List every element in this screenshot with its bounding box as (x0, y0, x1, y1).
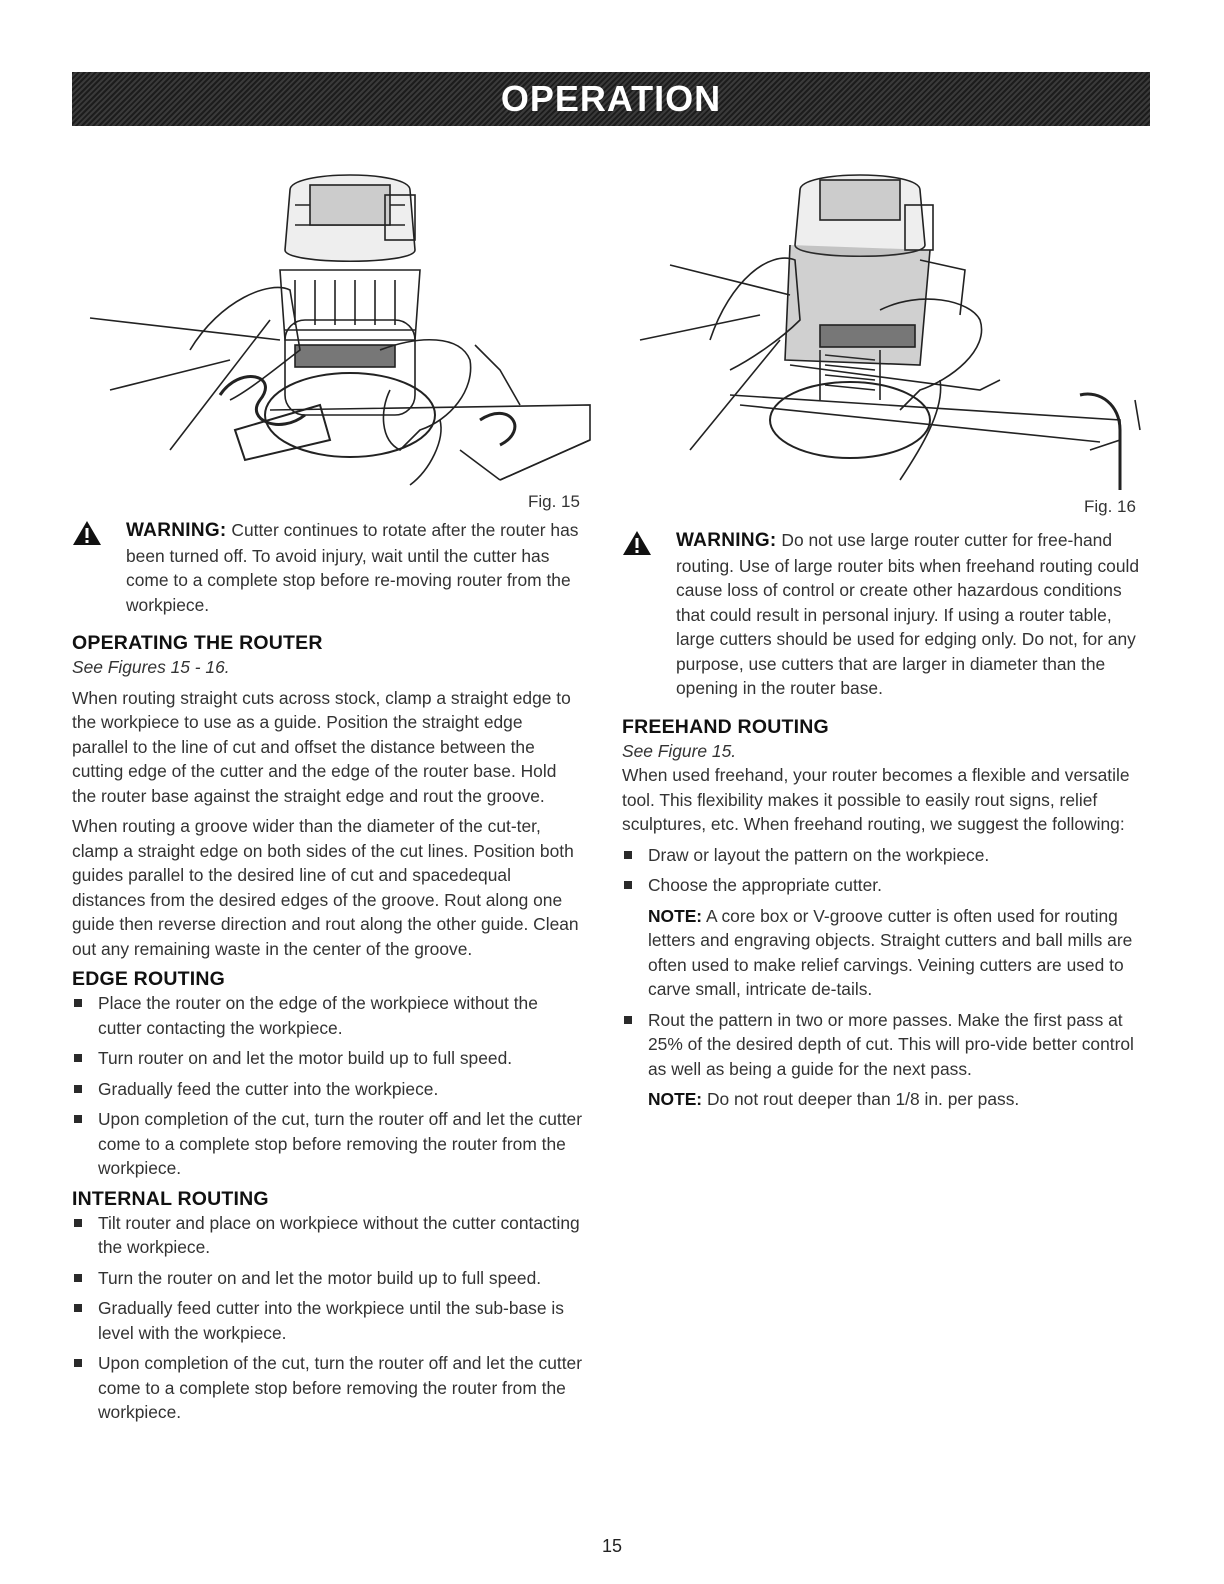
bullet-icon (624, 1016, 632, 1024)
see-figure-reference: See Figure 15. (622, 740, 737, 761)
list-item: Turn router on and let the motor build up to full speed. (72, 1046, 582, 1071)
freehand-routing-list-continued (622, 1008, 1142, 1082)
warning-triangle-icon (72, 520, 102, 546)
bullet-icon (74, 1115, 82, 1123)
list-item: Gradually feed the cutter into the workpiece. (72, 1077, 582, 1102)
page-number: 15 (601, 1536, 623, 1556)
internal-routing-list (72, 1211, 582, 1425)
list-item: Rout the pattern in two or more passes. Make the first pass at 25% of the desired depth of cut. This will pro-vide better control as well as being a guide for the next pass. (622, 1008, 1142, 1082)
paragraph: When routing a groove wider than the diameter of the cut-ter, clamp a straight edge on both sides of the cut lines. Position both guides parallel to the desired line of cut and spacedequal distances from the desired edges of the groove. Rout along one guide then reverse direction and rout along the other guide. Clean out any remaining waste in the center of the groove. (72, 816, 579, 959)
warning-label: WARNING: (126, 520, 227, 541)
see-figures-reference: See Figures 15 - 16. (72, 657, 230, 677)
freehand-routing-list (622, 843, 1142, 898)
bullet-icon (74, 1219, 82, 1227)
heading-internal-routing: INTERNAL ROUTING (72, 1187, 269, 1210)
bullet-icon (74, 1359, 82, 1367)
bullet-icon (624, 851, 632, 859)
list-item: Gradually feed cutter into the workpiece until the sub-base is level with the workpiece. (72, 1296, 582, 1345)
note-cutter-types (622, 904, 1142, 1002)
figure-15-illustration (80, 150, 600, 490)
note-label: NOTE: (648, 1089, 703, 1109)
warning-large-cutters (622, 528, 1142, 701)
warning-triangle-icon (622, 530, 652, 556)
bullet-icon (74, 999, 82, 1007)
note-text: Do not rout deeper than 1/8 in. per pass. (706, 1089, 1020, 1109)
list-item: Turn the router on and let the motor build up to full speed. (72, 1266, 582, 1291)
list-item: Tilt router and place on workpiece without the cutter contacting the workpiece. (72, 1211, 582, 1260)
warning-cutter-rotation (72, 518, 582, 617)
edge-routing-list (72, 991, 582, 1181)
right-column (622, 528, 1142, 1118)
bullet-icon (74, 1085, 82, 1093)
heading-edge-routing: EDGE ROUTING (72, 968, 225, 990)
warning-text: Cutter continues to rotate after the router has been turned off. To avoid injury, wait until the cutter has come to a complete stop before re-moving router from the workpiece. (126, 520, 579, 615)
left-column (72, 518, 582, 1431)
note-text: A core box or V-groove cutter is often used for routing letters and engraving objects. Straight cutters and ball mills are often used to make relief carvings. Veining cutters are used to carve small, intricate de-tails. (648, 905, 1133, 999)
banner-title: OPERATION (500, 78, 722, 119)
list-item: Choose the appropriate cutter. (622, 873, 1142, 898)
paragraph: When used freehand, your router becomes a flexible and versatile tool. This flexibility makes it possible to easily rout signs, relief sculptures, etc. When freehand routing, we suggest the following: (622, 765, 1130, 834)
section-banner (72, 72, 1150, 126)
note-label: NOTE: (648, 905, 703, 926)
figure-16-caption: Fig. 16 (1084, 497, 1136, 516)
list-item: Upon completion of the cut, turn the router off and let the cutter come to a complete stop before removing the router from the workpiece. (72, 1107, 582, 1181)
list-item: Place the router on the edge of the workpiece without the cutter contacting the workpiece. (72, 991, 582, 1040)
heading-freehand-routing: FREEHAND ROUTING (622, 715, 829, 738)
list-item: Upon completion of the cut, turn the router off and let the cutter come to a complete stop before removing the router from the workpiece. (72, 1351, 582, 1425)
paragraph: When routing straight cuts across stock, clamp a straight edge to the workpiece to use as a guide. Position the straight edge parallel to the line of cut and offset the distance between the cutting edge of the cutter and the edge of the router base. Hold the router base against the straight edge and rout the groove. (72, 687, 571, 806)
bullet-icon (624, 881, 632, 889)
bullet-icon (74, 1304, 82, 1312)
warning-text: Do not use large router cutter for free-hand routing. Use of large router bits when freehand routing could cause loss of control or create other hazardous conditions that could result in personal injury. If using a router table, large cutters should be used for edging only. Do not, for any purpose, use cutters that are larger in diameter than the opening in the router base. (676, 530, 1140, 698)
bullet-icon (74, 1274, 82, 1282)
warning-label: WARNING: (676, 530, 777, 551)
figure-15-caption: Fig. 15 (528, 492, 580, 511)
list-item: Draw or layout the pattern on the workpiece. (622, 843, 1142, 868)
heading-operating-router: OPERATING THE ROUTER (72, 632, 323, 654)
figure-16-illustration (620, 150, 1150, 490)
bullet-icon (74, 1054, 82, 1062)
note-depth-limit (622, 1087, 1142, 1112)
